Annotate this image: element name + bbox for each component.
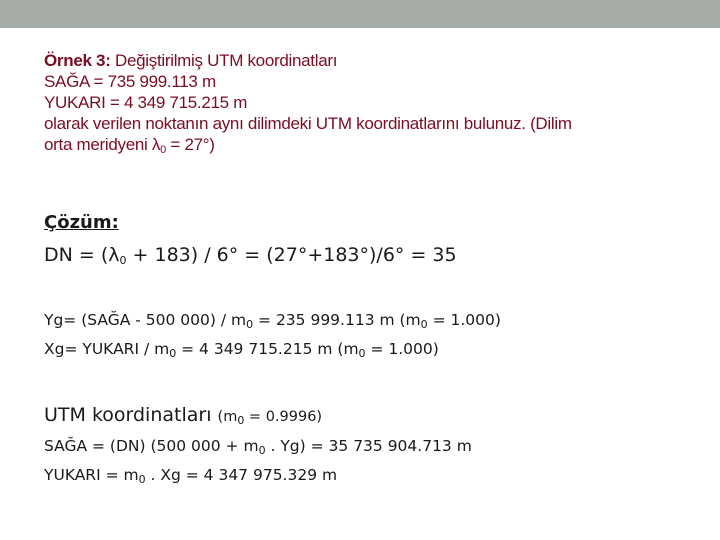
xg-subscript-1: 0 — [169, 347, 177, 360]
saga-text-end: . Yg) = 35 735 904.713 m — [265, 437, 472, 455]
problem-statement-line-2 — [44, 134, 694, 161]
xg-text-mid: = 4 349 715.215 m (m — [176, 340, 359, 358]
statement-2-text: orta meridyeni λ — [44, 135, 161, 154]
solution-heading: Çözüm: — [44, 212, 119, 233]
xg-formula — [44, 340, 439, 360]
utm-scale-note — [218, 409, 323, 425]
dn-text: DN = (λ — [44, 244, 120, 266]
statement-2-text-end: = 27°) — [165, 135, 215, 154]
xg-text: Xg= YUKARI / m — [44, 340, 170, 358]
yukari-text-end: . Xg = 4 347 975.329 m — [145, 466, 338, 484]
saga-result — [44, 437, 472, 457]
xg-text-end: = 1.000) — [365, 340, 439, 358]
yg-formula — [44, 311, 501, 331]
utm-scale-subscript: 0 — [237, 414, 245, 427]
utm-heading — [44, 404, 322, 427]
yg-subscript-2: 0 — [420, 318, 428, 331]
problem-yukari: YUKARI = 4 349 715.215 m — [44, 93, 248, 112]
utm-scale-text-end: = 0.9996) — [244, 409, 323, 425]
utm-scale-text: (m — [217, 409, 238, 425]
yukari-subscript: 0 — [138, 473, 146, 486]
statement-2-subscript: 0 — [160, 144, 166, 156]
xg-subscript-2: 0 — [358, 347, 366, 360]
problem-title-label: Örnek 3: — [44, 51, 111, 70]
yg-text-mid: = 235 999.113 m (m — [253, 311, 421, 329]
problem-title-text: Değiştirilmiş UTM koordinatları — [110, 51, 338, 70]
dn-subscript: 0 — [119, 254, 127, 267]
problem-saga: SAĞA = 735 999.113 m — [44, 72, 216, 91]
dn-text-end: + 183) / 6° = (27°+183°)/6° = 35 — [126, 244, 457, 266]
slide-top-bar — [0, 0, 720, 28]
yg-text: Yg= (SAĞA - 500 000) / m — [44, 311, 247, 329]
yg-subscript-1: 0 — [246, 318, 254, 331]
problem-statement-line-1: olarak verilen noktanın aynı dilimdeki UTM koordinatlarını bulunuz. (Dilim — [44, 114, 572, 133]
yg-text-end: = 1.000) — [427, 311, 501, 329]
problem-statement — [44, 50, 694, 161]
yukari-text: YUKARI = m — [44, 466, 139, 484]
saga-text: SAĞA = (DN) (500 000 + m — [44, 437, 259, 455]
dn-formula — [44, 244, 457, 267]
utm-label: UTM koordinatları — [44, 404, 218, 426]
problem-title — [44, 50, 694, 71]
saga-subscript: 0 — [258, 444, 266, 457]
yukari-result — [44, 466, 337, 486]
